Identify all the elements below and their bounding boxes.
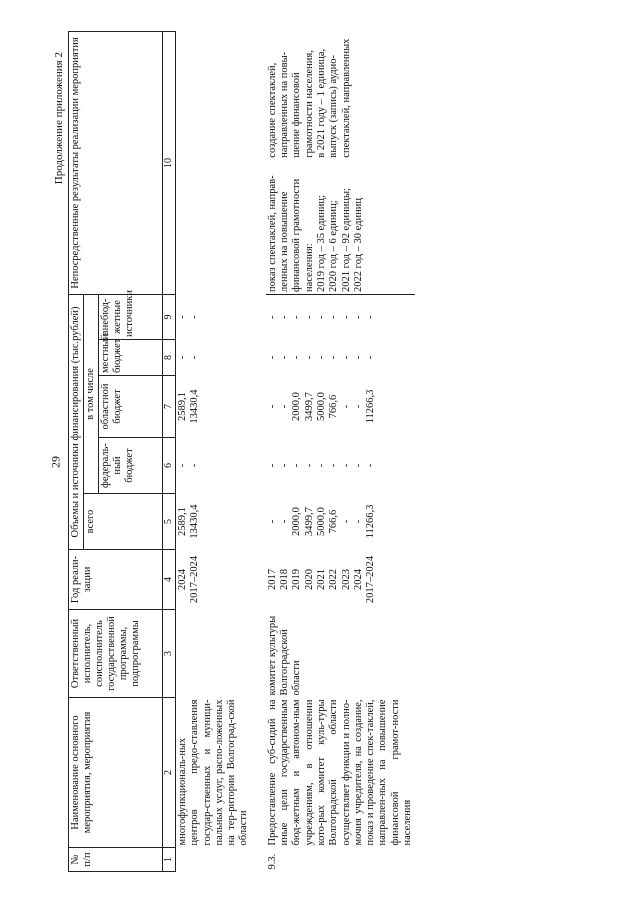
- total-value: -: [340, 519, 352, 524]
- result-line: спектаклей, направленных: [340, 38, 352, 158]
- federal-value: -: [303, 463, 315, 468]
- regional-value: -: [340, 404, 352, 409]
- header-number: № п/п: [69, 848, 163, 872]
- local-value: -: [177, 355, 188, 360]
- measure-name: Предоставление суб-сидий на иные цели государственным бюд-жетным и автоном-ным учреждениям, в отношении кото-рых комитет куль-туры Волгоградской области осуществляет функции и полно-мочия учредителя, на создание, показ и проведение спек-таклей, направлен-ных на повышение финансовой грамот-ности населения: [266, 699, 414, 846]
- year-value: 2022: [328, 569, 340, 590]
- header-year: Год реали-зации: [69, 550, 163, 610]
- col-number: 8: [163, 340, 176, 376]
- local-value: -: [266, 355, 278, 360]
- col-number: 3: [163, 610, 176, 698]
- offbudget-value: -: [279, 315, 291, 319]
- local-value: -: [303, 355, 315, 360]
- local-value: -: [291, 355, 303, 360]
- result-line: 2020 год – 6 единиц;: [328, 200, 340, 292]
- offbudget-value: -: [266, 315, 278, 319]
- col-number: 4: [163, 550, 176, 610]
- total-value: -: [352, 519, 364, 524]
- header-executor: Ответственный исполнитель, соисполнитель государственной программы, подпрограммы: [69, 610, 163, 698]
- total-value: 2000,0: [291, 507, 303, 536]
- federal-value: -: [340, 463, 352, 468]
- federal-value: -: [352, 463, 364, 468]
- federal-value: -: [177, 463, 188, 468]
- federal-value: -: [315, 463, 327, 468]
- offbudget-value: -: [177, 315, 188, 319]
- federal-value: -: [279, 463, 291, 468]
- year-value: 2017–2024: [365, 555, 377, 604]
- result-line: 2022 год – 30 единиц: [352, 198, 364, 292]
- total-value: 2589,1: [177, 507, 188, 536]
- year-value: 2024: [352, 569, 364, 590]
- regional-value: 11266,3: [365, 389, 377, 424]
- table-row: [266, 31, 416, 871]
- col-number: 1: [163, 848, 176, 872]
- regional-value: -: [279, 404, 291, 409]
- result-line: финансовой грамотности: [291, 178, 303, 292]
- regional-value: 13430,4: [189, 389, 201, 424]
- measure-name: многофункциональ-ных центров предо-ставления государ-ственных и муници-пальных услуг, распо-ложенных на тер-ритории Волгоград-ской области: [177, 699, 250, 846]
- federal-value: -: [189, 463, 201, 468]
- year-value: 2024: [177, 569, 188, 590]
- total-value: -: [266, 519, 278, 524]
- year-value: 2019: [291, 569, 303, 590]
- header-measure-name: Наименование основного мероприятия, мероприятия: [69, 698, 163, 848]
- result-line: населения:: [303, 243, 315, 292]
- result-line: в 2021 году – 1 единица,: [315, 48, 327, 158]
- year-value: 2017: [266, 569, 278, 590]
- local-value: -: [352, 355, 364, 360]
- col-number: 9: [163, 294, 176, 339]
- federal-cell: [176, 438, 252, 494]
- offbudget-value: -: [352, 315, 364, 319]
- executor-cell: [176, 610, 252, 698]
- rotated-page-content: [53, 32, 621, 872]
- spacer-row: [252, 31, 266, 871]
- local-cell: [176, 340, 252, 376]
- continuation-label: Продолжение приложения 2: [53, 52, 65, 185]
- year-value: 2017–2024: [189, 555, 201, 604]
- table-row: [176, 31, 252, 871]
- header-federal: федераль-ный бюджет: [99, 438, 163, 494]
- year-value: 2021: [315, 569, 327, 590]
- col-number: 2: [163, 698, 176, 848]
- regional-value: 2000,0: [291, 392, 303, 421]
- header-offbudget: внебюд-жетные источники: [99, 294, 163, 339]
- regional-value: -: [266, 404, 278, 409]
- offbudget-value: -: [291, 315, 303, 319]
- offbudget-value: -: [303, 315, 315, 319]
- offbudget-value: -: [328, 315, 340, 319]
- local-value: -: [365, 355, 377, 360]
- header-regional: областной бюджет: [99, 376, 163, 438]
- local-value: -: [315, 355, 327, 360]
- offbudget-value: -: [340, 315, 352, 319]
- year-value: 2023: [340, 569, 352, 590]
- offbudget-cell: [176, 294, 252, 339]
- offbudget-cell: [266, 294, 416, 339]
- header-including: в том числе: [84, 294, 99, 493]
- total-value: 766,6: [328, 509, 340, 534]
- col-number: 7: [163, 376, 176, 438]
- col-number: 6: [163, 438, 176, 494]
- offbudget-value: -: [365, 315, 377, 319]
- header-local: местный бюджет: [99, 340, 163, 376]
- result-block-1: [267, 168, 365, 292]
- result-line: направленных на повы-: [279, 51, 291, 158]
- federal-cell: [266, 438, 416, 494]
- regional-cell: [176, 376, 252, 438]
- year-value: 2018: [279, 569, 291, 590]
- total-cell: [266, 494, 416, 550]
- offbudget-value: -: [315, 315, 327, 319]
- offbudget-value: -: [189, 315, 201, 319]
- regional-value: 3499,7: [303, 392, 315, 421]
- result-line: шение финансовой: [291, 72, 303, 158]
- result-line: показ спектаклей, направ-: [266, 175, 278, 292]
- regional-value: 5000,0: [315, 392, 327, 421]
- result-line: выпуск (запись) аудио-: [328, 55, 340, 158]
- total-value: -: [279, 519, 291, 524]
- local-value: -: [340, 355, 352, 360]
- federal-value: -: [266, 463, 278, 468]
- federal-value: -: [291, 463, 303, 468]
- year-cell: [266, 550, 416, 610]
- federal-value: -: [328, 463, 340, 468]
- total-value: 5000,0: [315, 507, 327, 536]
- executor-name: комитет культуры Волгоградской области: [266, 615, 303, 696]
- local-value: -: [189, 355, 201, 360]
- header-total: всего: [84, 494, 163, 550]
- total-cell: [176, 494, 252, 550]
- regional-value: 766,6: [328, 394, 340, 419]
- local-cell: [266, 340, 416, 376]
- regional-cell: [266, 376, 416, 438]
- header-funding-group: Объемы и источники финансирования (тыс.рублей): [69, 294, 84, 549]
- row-number-cell: [176, 848, 252, 872]
- col-number: 5: [163, 494, 176, 550]
- total-value: 13430,4: [189, 504, 201, 539]
- results-cell: [266, 31, 416, 294]
- results-cell: [176, 31, 252, 294]
- row-number: 9.3.: [266, 853, 278, 870]
- funding-table: [68, 31, 415, 872]
- result-line: ленных на повышение: [279, 191, 291, 292]
- column-number-row: [163, 31, 176, 871]
- col-number: 10: [163, 31, 176, 294]
- total-value: 11266,3: [365, 504, 377, 539]
- result-line: создание спектаклей,: [266, 62, 278, 158]
- local-value: -: [279, 355, 291, 360]
- local-value: -: [328, 355, 340, 360]
- federal-value: -: [365, 463, 377, 468]
- result-line: грамотности населения,: [303, 50, 315, 158]
- result-line: 2019 год – 35 единиц;: [315, 195, 327, 292]
- year-value: 2020: [303, 569, 315, 590]
- year-cell: [176, 550, 252, 610]
- result-line: 2021 год – 92 единицы;: [340, 188, 352, 292]
- regional-value: 2589,1: [177, 392, 188, 421]
- page-number: 29: [48, 456, 63, 468]
- result-block-2: [267, 33, 365, 157]
- header-results: Непосредственные результаты реализации мероприятия: [69, 31, 163, 294]
- total-value: 3499,7: [303, 507, 315, 536]
- regional-value: -: [352, 404, 364, 409]
